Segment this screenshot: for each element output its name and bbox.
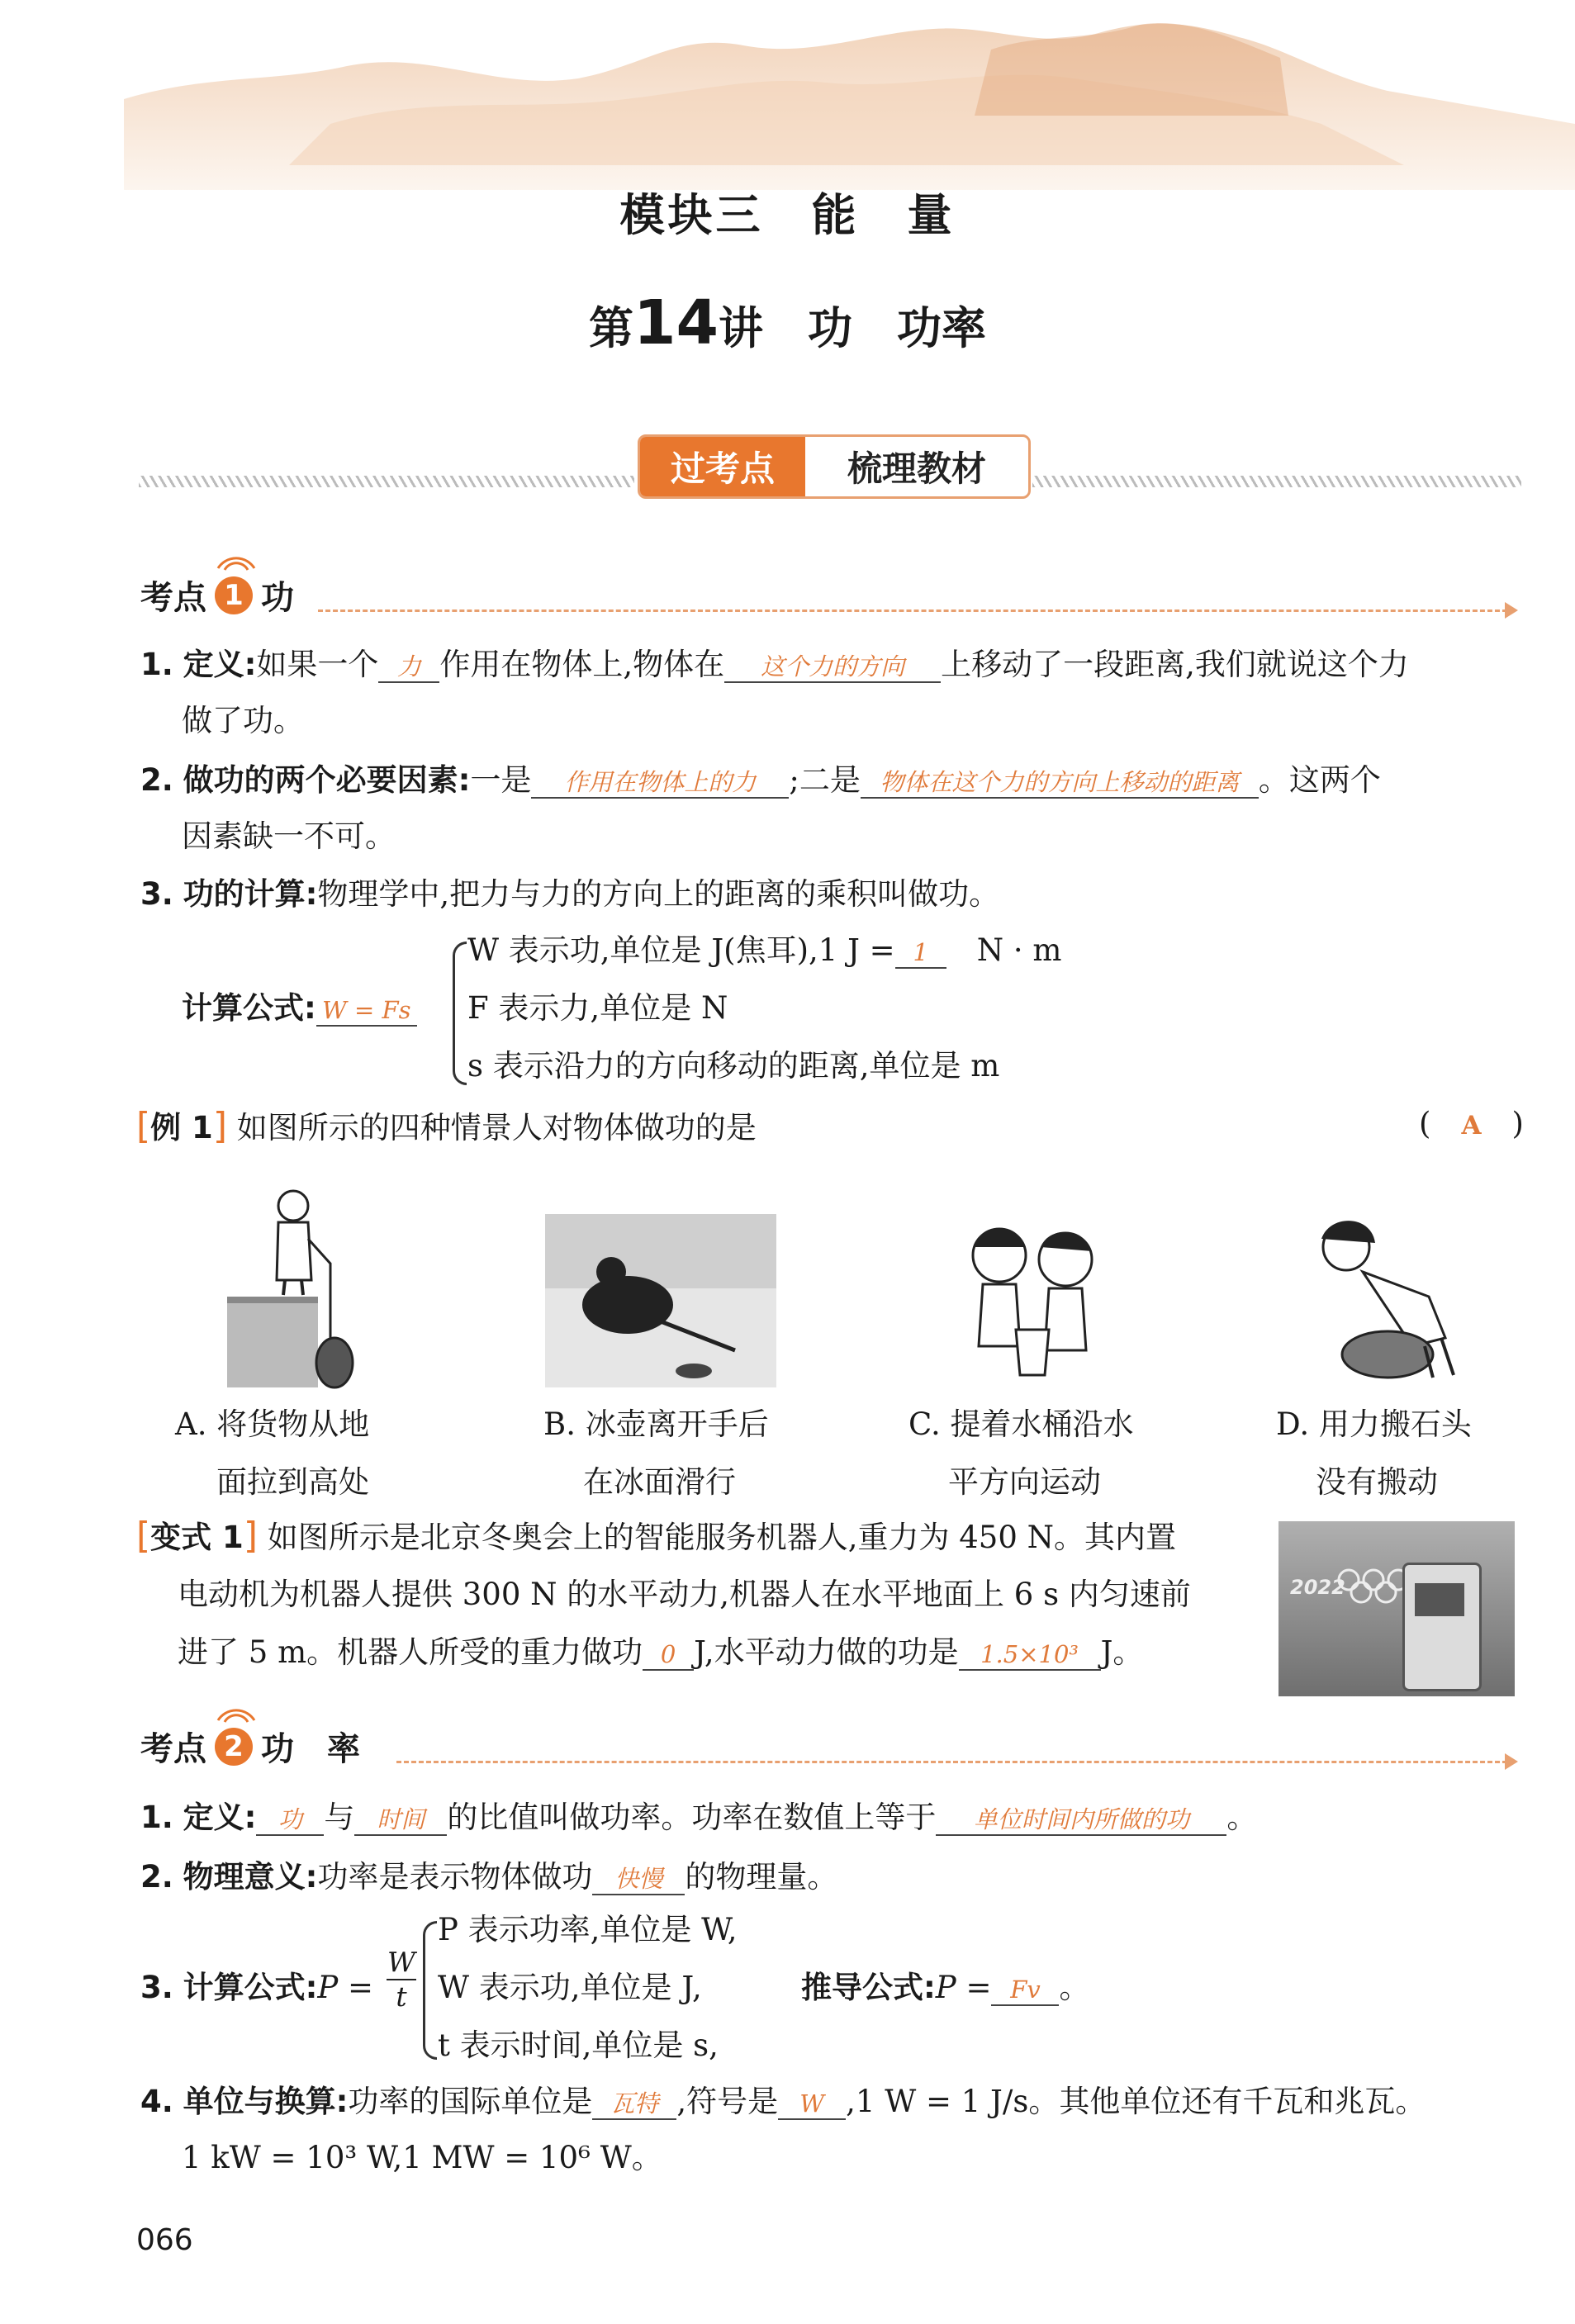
answer-blank: 作用在物体上的力: [531, 768, 789, 799]
answer-blank: 1.5×10³: [959, 1640, 1101, 1671]
formula-brace: [453, 941, 467, 1085]
option-d: D. 用力搬石头 没有搬动: [1276, 1406, 1472, 1501]
kp2-item3-label: 3. 计算公式:P =: [140, 1970, 374, 2005]
variant-tag: 变式 1: [150, 1520, 244, 1555]
banner-stripe-right: [1032, 476, 1521, 487]
example-question: 如图所示的四种情景人对物体做功的是: [236, 1110, 757, 1145]
lecture-name: 功 功率: [807, 302, 986, 354]
answer-blank: 1: [895, 938, 946, 969]
option-b: B. 冰壶离开手后 在冰面滑行: [543, 1406, 769, 1501]
banner-right: 梳理教材: [847, 448, 986, 489]
kp2-label: 考点: [140, 1730, 206, 1768]
power-formula-brace: [423, 1921, 437, 2060]
page-number: 066: [136, 2223, 193, 2257]
answer-blank: 物体在这个力的方向上移动的距离: [861, 768, 1259, 799]
robot-body: [1402, 1563, 1482, 1691]
formula-line2: F 表示力,单位是 N: [467, 990, 728, 1026]
example-1: [例 1] 如图所示的四种情景人对物体做功的是: [136, 1105, 757, 1147]
answer-blank: 0: [643, 1640, 694, 1671]
photo-year-text: 2022: [1290, 1576, 1345, 1599]
answer-blank: Fv: [991, 1975, 1059, 2006]
picture-b-curling: [545, 1214, 776, 1387]
kp2-item4-line2: 1 kW = 10³ W,1 MW = 10⁶ W。: [182, 2140, 662, 2175]
section-banner: [638, 434, 1031, 499]
kp1-label: 考点: [140, 579, 206, 617]
variant-1-line1: [变式 1] 如图所示是北京冬奥会上的智能服务机器人,重力为 450 N。其内置: [136, 1515, 1177, 1557]
lecture-prefix: 第: [589, 302, 633, 354]
example-answer: ( A ): [1419, 1106, 1524, 1141]
formula-label: 计算公式: W = Fs: [182, 989, 417, 1027]
kp2-item1: 1. 定义: 功 与 时间 的比值叫做功率。功率在数值上等于 单位时间内所做的功 。: [140, 1800, 1258, 1835]
mountain-header-art: [0, 0, 1575, 190]
signal-icon: [213, 545, 259, 575]
power-fraction: W t: [387, 1946, 415, 2013]
banner-left: 过考点: [640, 437, 805, 496]
banner-stripe-left: [139, 476, 634, 487]
kp2-heading: [140, 1723, 360, 1770]
power-line1: P 表示功率,单位是 W,: [438, 1912, 738, 1947]
derived-formula: 推导公式:P = Fv 。: [801, 1970, 1090, 2005]
kp1-heading: [140, 572, 294, 619]
answer-blank: 时间: [354, 1805, 447, 1836]
answer-blank: W: [778, 2089, 846, 2120]
kp2-title: 功 率: [261, 1730, 360, 1768]
power-line3: t 表示时间,单位是 s,: [438, 2028, 719, 2063]
answer-blank: 单位时间内所做的功: [936, 1805, 1226, 1836]
kp2-dashed-rule: [396, 1761, 1507, 1763]
kp2-number: 2: [215, 1728, 253, 1766]
answer-blank: 快慢: [592, 1865, 685, 1895]
answer-blank: 瓦特: [592, 2089, 676, 2120]
kp1-item2-line1: 2. 做功的两个必要因素:一是 作用在物体上的力 ;二是 物体在这个力的方向上移动的距离 。这两个: [140, 762, 1381, 798]
kp2-item2: 2. 物理意义:功率是表示物体做功 快慢 的物理量。: [140, 1859, 838, 1895]
robot-photo: [1279, 1521, 1515, 1696]
lecture-number: 14: [633, 287, 719, 358]
variant-1-line2: 电动机为机器人提供 300 N 的水平动力,机器人在水平地面上 6 s 内匀速前: [178, 1577, 1191, 1612]
olympic-rings-icon: [1336, 1568, 1411, 1609]
formula-line1: W 表示功,单位是 J(焦耳),1 J = 1 N · m: [467, 932, 1062, 968]
kp1-item1-line1: 1. 定义:如果一个 力 作用在物体上,物体在 这个力的方向 上移动了一段距离,我们就说这个力: [140, 647, 1409, 682]
kp1-title: 功: [261, 579, 294, 617]
variant-1-line3: 进了 5 m。机器人所受的重力做功 0 J,水平动力做的功是 1.5×10³ J。: [178, 1634, 1144, 1670]
picture-c-carrying-bucket: [950, 1214, 1115, 1387]
answer-blank: 功: [256, 1805, 324, 1836]
power-line2: W 表示功,单位是 J,: [438, 1970, 702, 2005]
picture-a-lifting-cargo: [219, 1173, 368, 1396]
module-title: 模块三 能 量: [619, 189, 956, 241]
lecture-suffix: 讲: [718, 302, 763, 354]
picture-d-pushing-stone: [1288, 1206, 1478, 1387]
lecture-title: [0, 287, 1575, 358]
kp1-item2-line2: 因素缺一不可。: [182, 818, 396, 854]
answer-blank: 力: [378, 652, 439, 683]
kp2-item4-line1: 4. 单位与换算:功率的国际单位是 瓦特 ,符号是 W ,1 W = 1 J/s。其他单位还有千瓦和兆瓦。: [140, 2084, 1426, 2119]
option-a: A. 将货物从地 面拉到高处: [175, 1406, 370, 1501]
answer-blank: W = Fs: [316, 996, 417, 1027]
kp1-item3-line1: 3. 功的计算:物理学中,把力与力的方向上的距离的乘积叫做功。: [140, 876, 1000, 912]
kp1-arrow-icon: [1505, 602, 1518, 619]
kp1-dashed-rule: [318, 609, 1507, 612]
example-tag: 例 1: [150, 1110, 213, 1145]
formula-line3: s 表示沿力的方向移动的距离,单位是 m: [467, 1048, 1000, 1084]
kp2-arrow-icon: [1505, 1753, 1518, 1770]
kp1-number: 1: [215, 576, 253, 614]
answer-blank: 这个力的方向: [724, 652, 941, 683]
option-c: C. 提着水桶沿水 平方向运动: [908, 1406, 1134, 1501]
kp1-item1-line2: 做了功。: [182, 703, 304, 738]
